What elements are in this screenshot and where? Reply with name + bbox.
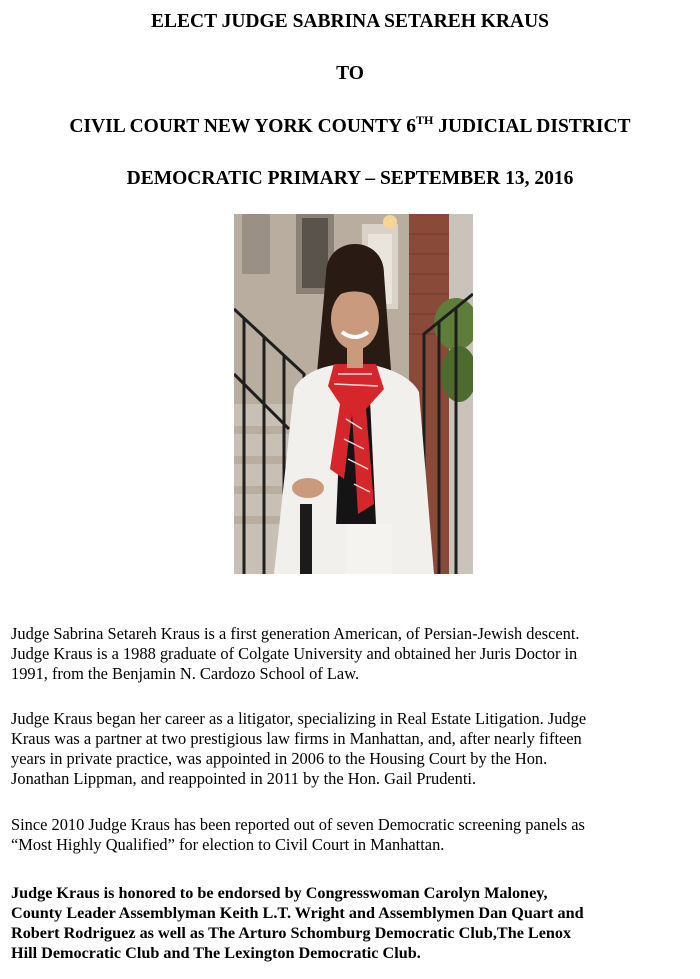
court-name: CIVIL COURT NEW YORK COUNTY 6 [69,116,416,137]
ordinal-suffix: TH [416,113,434,127]
career-line: Kraus was a partner at two prestigious law firms in Manhattan, and, after nearly fifteen [11,729,582,748]
bio-line: Judge Kraus is a 1988 graduate of Colgate University and obtained her Juris Doctor in [11,644,578,663]
endorsements-paragraph [11,883,695,963]
qualification-line: Since 2010 Judge Kraus has been reported out of seven Democratic screening panels as [11,815,585,834]
district-name: JUDICIAL DISTRICT [433,116,631,137]
career-line: Judge Kraus began her career as a litigator, specializing in Real Estate Litigation. Judge [11,709,587,728]
endorsement-line: Hill Democratic Club and The Lexington Democratic Club. [11,944,421,962]
bio-line: Judge Sabrina Setareh Kraus is a first generation American, of Persian-Jewish descent. [11,624,580,643]
endorsement-line: Judge Kraus is honored to be endorsed by Congresswoman Carolyn Maloney, [11,884,548,902]
title-line-1: ELECT JUDGE SABRINA SETAREH KRAUS [150,11,550,32]
qualification-line: “Most Highly Qualified” for election to Civil Court in Manhattan. [11,835,445,854]
candidate-photo [234,214,473,574]
career-line: years in private practice, was appointed in 2006 to the Housing Court by the Hon. [11,749,548,768]
candidate-portrait-image [234,214,473,574]
title-line-4: DEMOCRATIC PRIMARY – SEPTEMBER 13, 2016 [126,168,574,189]
bio-paragraph [11,624,695,684]
endorsement-line: County Leader Assemblyman Keith L.T. Wright and Assemblymen Dan Quart and [11,904,584,922]
title-line-3 [0,113,700,138]
career-line: Jonathan Lippman, and reappointed in 2011 by the Hon. Gail Prudenti. [11,769,477,788]
title-line-2: TO [336,63,364,84]
qualification-paragraph [11,815,695,855]
bio-line: 1991, from the Benjamin N. Cardozo School of Law. [11,664,360,683]
career-paragraph [11,709,695,789]
endorsement-line: Robert Rodriguez as well as The Arturo Schomburg Democratic Club,The Lenox [11,924,572,942]
